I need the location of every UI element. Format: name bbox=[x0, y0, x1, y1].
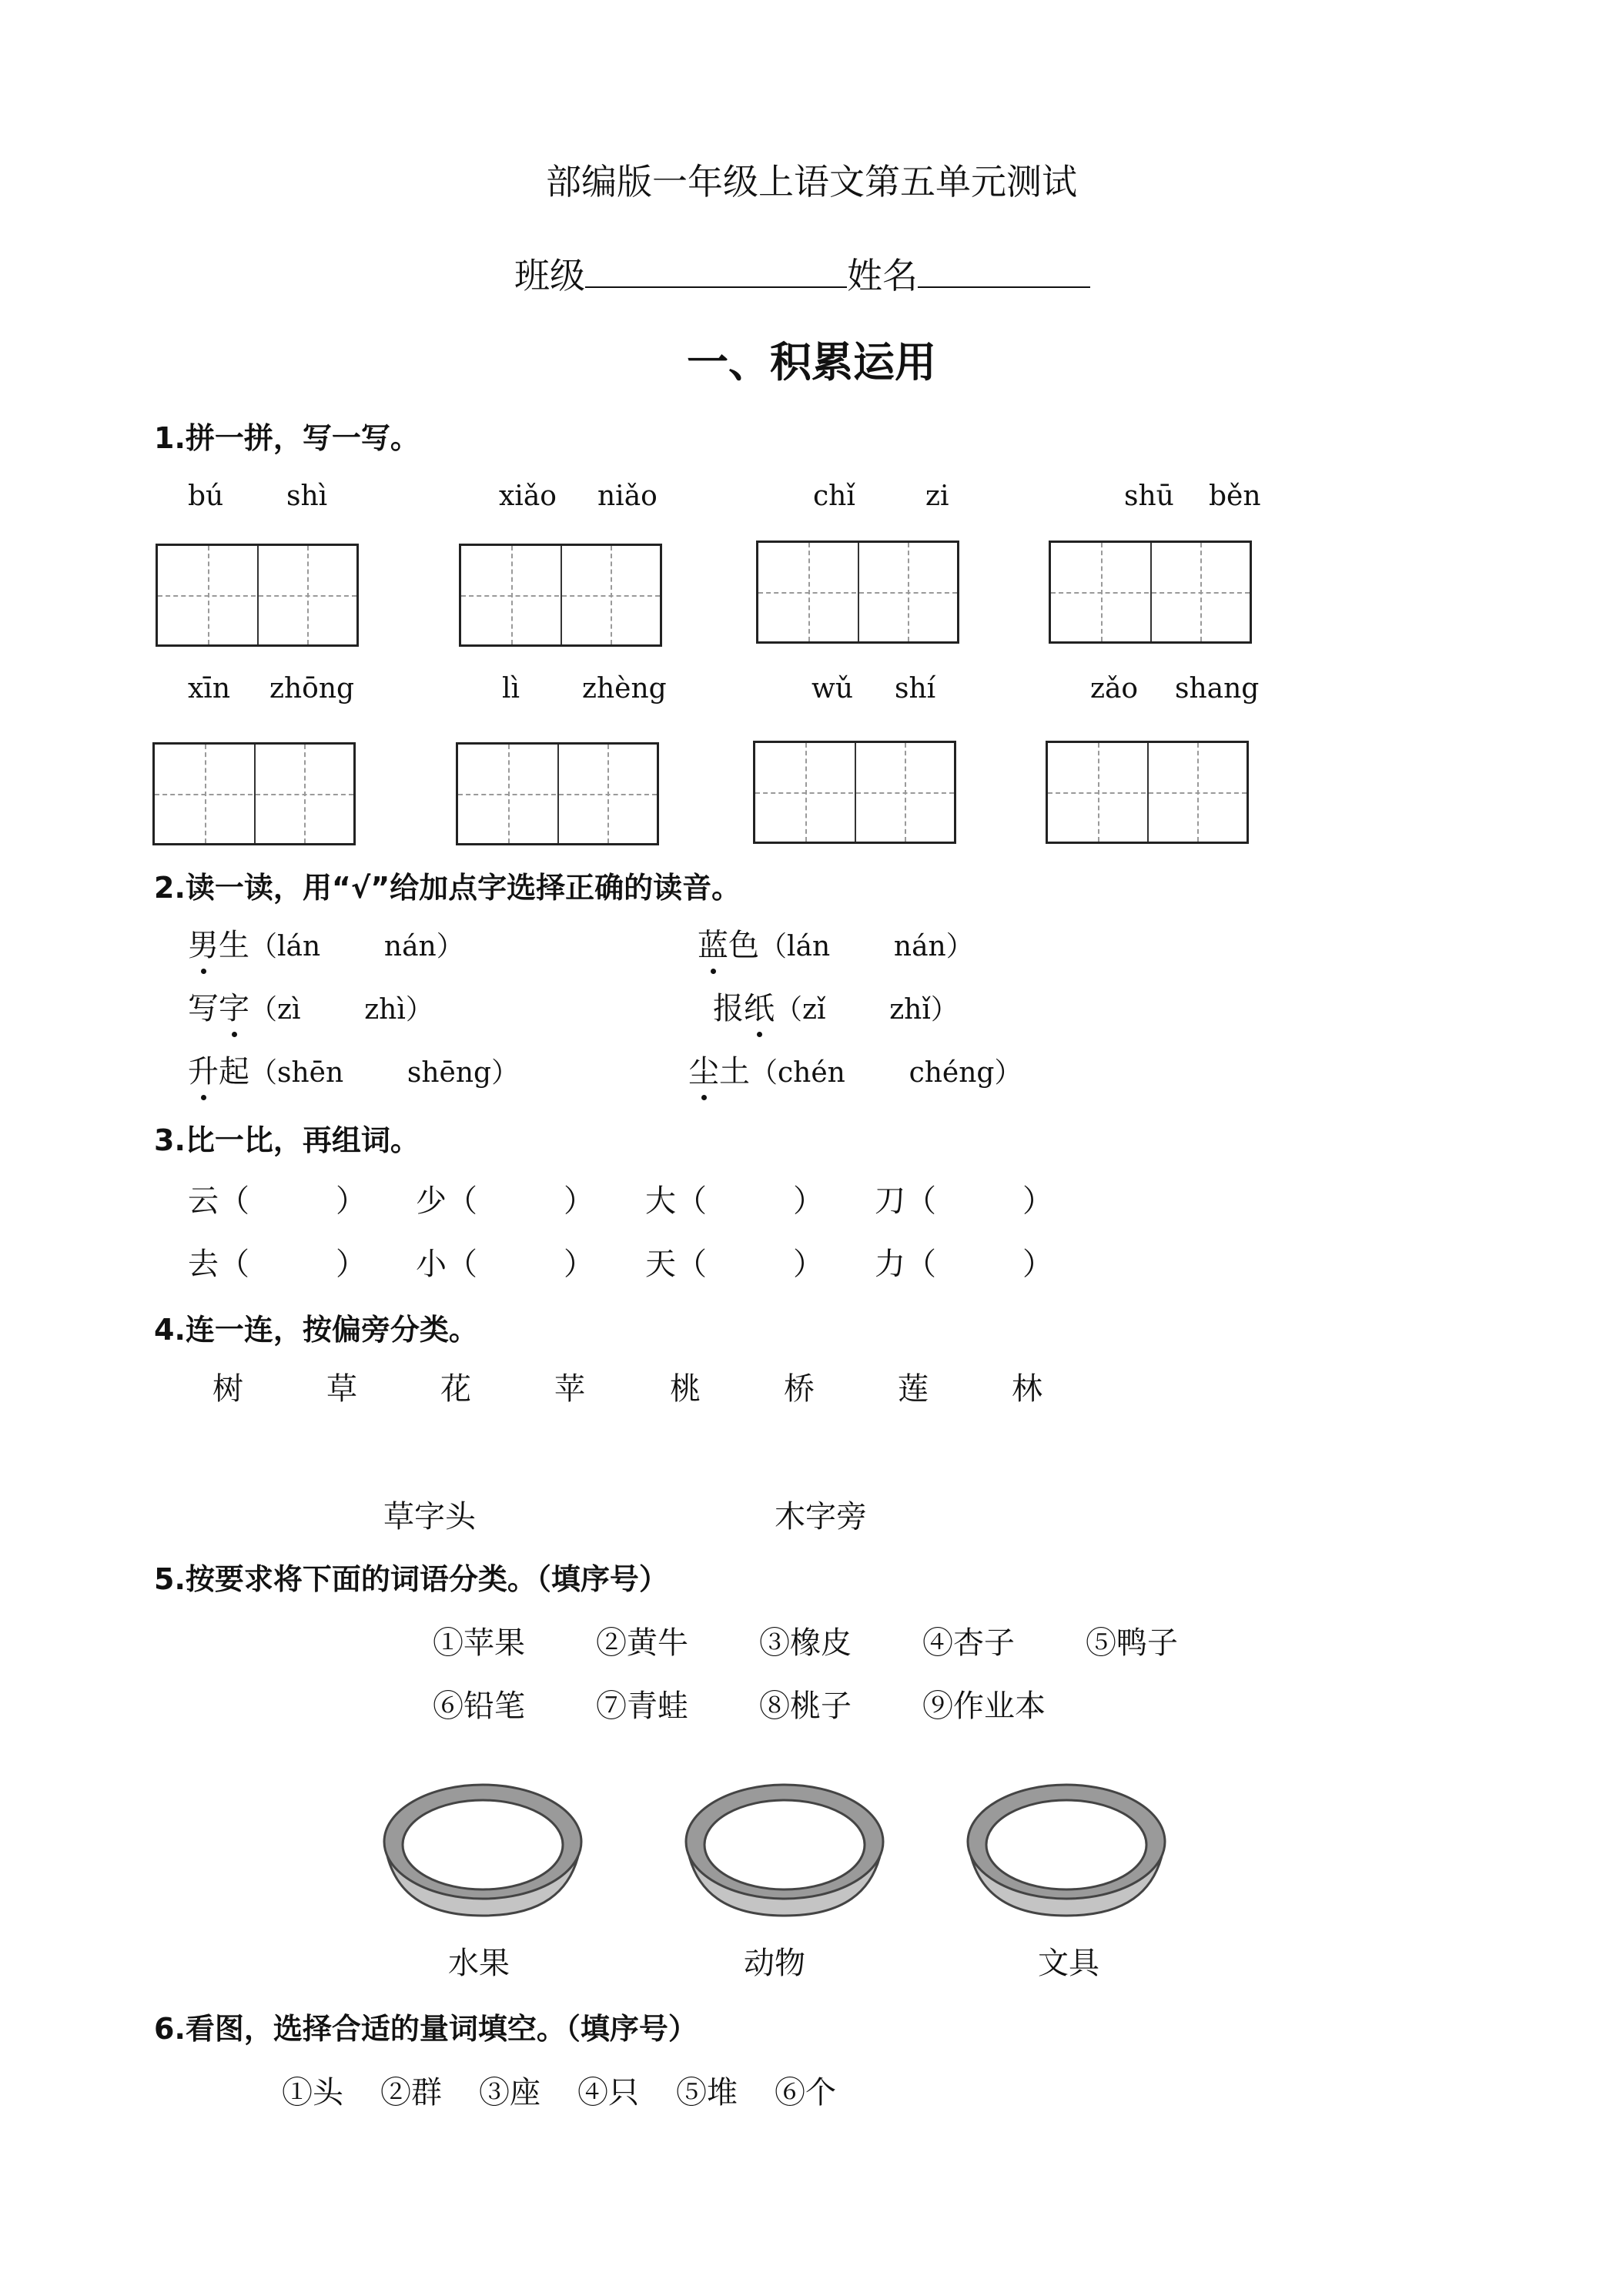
dotted-char: 尘 bbox=[688, 1047, 719, 1091]
word-char: 去（ bbox=[188, 1247, 249, 1282]
pinyin: wǔ bbox=[812, 673, 853, 705]
match-char[interactable]: 草 bbox=[326, 1371, 357, 1407]
writing-grid[interactable] bbox=[456, 742, 659, 845]
dotted-char: 男 bbox=[188, 921, 219, 965]
name-label: 姓名 bbox=[847, 255, 918, 296]
match-char[interactable]: 苹 bbox=[554, 1371, 585, 1407]
close-paren: ） bbox=[793, 1183, 824, 1219]
char: 写 bbox=[188, 991, 219, 1026]
word-char: 云（ bbox=[188, 1183, 249, 1219]
option-1[interactable]: （shēn bbox=[249, 1057, 344, 1089]
class-label: 班级 bbox=[514, 255, 585, 296]
char: 生 bbox=[219, 928, 249, 963]
reading-item bbox=[188, 984, 433, 1028]
match-char[interactable]: 林 bbox=[1012, 1371, 1042, 1407]
bowl-icon[interactable] bbox=[964, 1779, 1169, 1922]
bowl-icon[interactable] bbox=[682, 1779, 887, 1922]
name-blank[interactable] bbox=[918, 251, 1090, 288]
option-2[interactable]: nán） bbox=[893, 931, 974, 962]
option-2[interactable]: zhǐ） bbox=[889, 994, 959, 1026]
q2-heading: 2.读一读，用“√”给加点字选择正确的读音。 bbox=[154, 871, 741, 905]
q1-heading: 1.拼一拼，写一写。 bbox=[154, 421, 420, 455]
close-paren: ） bbox=[1022, 1247, 1053, 1282]
word-char: 小（ bbox=[416, 1247, 477, 1282]
writing-grid[interactable] bbox=[1046, 741, 1249, 844]
char: 土 bbox=[719, 1054, 750, 1089]
word-item: ④杏子 bbox=[922, 1625, 1015, 1661]
word-char: 天（ bbox=[645, 1247, 707, 1282]
char: 色 bbox=[728, 928, 759, 963]
option-1[interactable]: （lán bbox=[759, 931, 831, 962]
dotted-char: 升 bbox=[188, 1047, 219, 1091]
char: 起 bbox=[219, 1054, 249, 1089]
word-item: ⑤鸭子 bbox=[1086, 1625, 1178, 1661]
pinyin: chǐ bbox=[813, 480, 855, 512]
match-char[interactable]: 桃 bbox=[670, 1371, 701, 1407]
category-label[interactable]: 木字旁 bbox=[775, 1499, 867, 1535]
word-item: ③橡皮 bbox=[759, 1625, 852, 1661]
option-2[interactable]: zhì） bbox=[364, 994, 433, 1026]
pinyin: xīn bbox=[188, 673, 231, 705]
page-title: 部编版一年级上语文第五单元测试 bbox=[546, 161, 1077, 202]
pinyin: shí bbox=[895, 673, 936, 705]
word-item: ⑥铅笔 bbox=[433, 1689, 525, 1724]
measure-word-option: ③座 bbox=[479, 2075, 540, 2110]
measure-word-option: ①头 bbox=[282, 2075, 343, 2110]
reading-item bbox=[188, 1047, 519, 1091]
close-paren: ） bbox=[336, 1247, 366, 1282]
word-char: 力（ bbox=[875, 1247, 936, 1282]
reading-item bbox=[698, 921, 974, 965]
char: 报 bbox=[713, 991, 744, 1026]
word-item: ⑦青蛙 bbox=[596, 1689, 688, 1724]
word-item: ⑨作业本 bbox=[922, 1689, 1046, 1724]
pinyin: lì bbox=[502, 673, 520, 705]
pinyin: zhōng bbox=[269, 673, 355, 705]
option-1[interactable]: （lán bbox=[249, 931, 321, 962]
word-char: 大（ bbox=[645, 1183, 707, 1219]
pinyin: zhèng bbox=[582, 673, 667, 705]
writing-grid[interactable] bbox=[756, 541, 959, 644]
close-paren: ） bbox=[793, 1247, 824, 1282]
pinyin: xiǎo bbox=[499, 480, 557, 512]
close-paren: ） bbox=[336, 1183, 366, 1219]
bowl-label: 文具 bbox=[1038, 1946, 1099, 1981]
option-1[interactable]: （zǐ bbox=[775, 994, 826, 1026]
writing-grid[interactable] bbox=[1049, 541, 1252, 644]
pinyin: niǎo bbox=[597, 480, 658, 512]
match-char[interactable]: 桥 bbox=[784, 1371, 815, 1407]
pinyin: zi bbox=[925, 480, 949, 512]
writing-grid[interactable] bbox=[156, 544, 359, 647]
word-item: ⑧桃子 bbox=[759, 1689, 852, 1724]
writing-grid[interactable] bbox=[152, 742, 356, 845]
reading-item bbox=[713, 984, 959, 1028]
writing-grid[interactable] bbox=[753, 741, 956, 844]
class-name-line bbox=[514, 248, 1090, 299]
option-2[interactable]: nán） bbox=[383, 931, 464, 962]
word-item: ①苹果 bbox=[433, 1625, 525, 1661]
option-1[interactable]: （zì bbox=[249, 994, 301, 1026]
q6-heading: 6.看图，选择合适的量词填空。（填序号） bbox=[154, 2012, 698, 2046]
pinyin: shang bbox=[1175, 673, 1260, 705]
q3-heading: 3.比一比，再组词。 bbox=[154, 1123, 420, 1157]
match-char[interactable]: 花 bbox=[440, 1371, 471, 1407]
match-char[interactable]: 树 bbox=[212, 1371, 243, 1407]
option-1[interactable]: （chén bbox=[750, 1057, 845, 1089]
dotted-char: 蓝 bbox=[698, 921, 728, 965]
reading-item bbox=[188, 921, 464, 965]
writing-grid[interactable] bbox=[459, 544, 662, 647]
q4-heading: 4.连一连，按偏旁分类。 bbox=[154, 1313, 478, 1347]
bowl-icon[interactable] bbox=[380, 1779, 585, 1922]
dotted-char: 字 bbox=[219, 984, 249, 1028]
bowl-label: 动物 bbox=[744, 1946, 805, 1981]
close-paren: ） bbox=[1022, 1183, 1053, 1219]
measure-word-option: ⑥个 bbox=[775, 2075, 836, 2110]
pinyin: bú bbox=[188, 480, 224, 512]
word-char: 刀（ bbox=[875, 1183, 936, 1219]
close-paren: ） bbox=[564, 1247, 594, 1282]
bowl-label: 水果 bbox=[448, 1946, 510, 1981]
option-2[interactable]: chéng） bbox=[909, 1057, 1022, 1089]
q5-heading: 5.按要求将下面的词语分类。（填序号） bbox=[154, 1562, 668, 1596]
pinyin: shū bbox=[1124, 480, 1174, 512]
measure-word-option: ②群 bbox=[380, 2075, 442, 2110]
reading-item bbox=[688, 1047, 1022, 1091]
pinyin: běn bbox=[1209, 480, 1261, 512]
match-char[interactable]: 莲 bbox=[898, 1371, 929, 1407]
section-heading: 一、积累运用 bbox=[687, 338, 936, 387]
measure-word-option: ④只 bbox=[577, 2075, 639, 2110]
category-label[interactable]: 草字头 bbox=[383, 1499, 476, 1535]
pinyin: shì bbox=[286, 480, 328, 512]
dotted-char: 纸 bbox=[744, 984, 775, 1028]
word-char: 少（ bbox=[416, 1183, 477, 1219]
option-2[interactable]: shēng） bbox=[407, 1057, 520, 1089]
close-paren: ） bbox=[564, 1183, 594, 1219]
class-blank[interactable] bbox=[585, 251, 847, 288]
word-item: ②黄牛 bbox=[596, 1625, 688, 1661]
measure-word-option: ⑤堆 bbox=[676, 2075, 738, 2110]
pinyin: zǎo bbox=[1090, 673, 1139, 705]
